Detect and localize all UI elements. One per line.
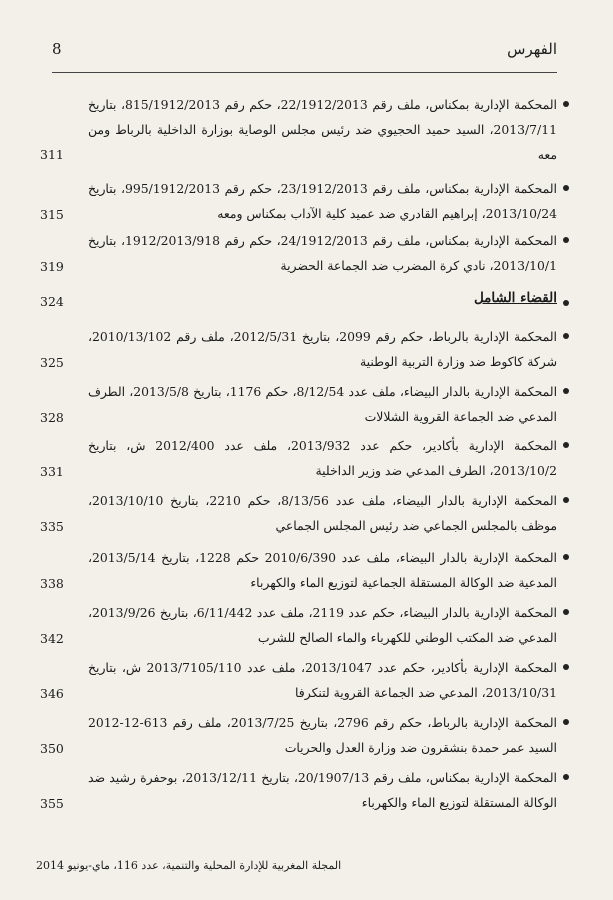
entry-page-number: 331 <box>40 464 64 479</box>
page-header <box>0 40 613 62</box>
page-footer: المجلة المغربية للإدارة المحلية والتنمية، عدد 116، ماي-يونيو 2014 <box>36 859 342 872</box>
entry-page-number: 338 <box>40 576 64 591</box>
entry-text: المحكمة الإدارية بأكادير، حكم عدد 2013/1047، ملف عدد 2013/7105/110 ش، بتاريخ 2013/10/31، المدعي ضد الجماعة القروية لتنكرفا <box>88 660 557 700</box>
entry-text: المحكمة الإدارية بمكناس، ملف رقم 23/1912/2013، حكم رقم 995/1912/2013، بتاريخ 2013/10/24، إبراهيم القادري ضد عميد كلية الآداب بمكناس ومعه <box>88 181 557 221</box>
bullet-icon <box>563 300 569 306</box>
entry-text: المحكمة الإدارية بالدار البيضاء، حكم عدد 2119، ملف عدد 6/11/442، بتاريخ 2013/9/26، المدعي ضد المكتب الوطني للكهرباء والماء الصالح للشرب <box>88 605 558 645</box>
entry-page-number: 355 <box>40 796 64 811</box>
entry-page-number: 328 <box>40 410 64 425</box>
entry-text: المحكمة الإدارية بمكناس، ملف رقم 22/1912/2013، حكم رقم 815/1912/2013، بتاريخ 2013/7/11، السيد حميد الحجيوي ضد رئيس مجلس الوصاية بوزارة الداخلية بالرباط ومن معه <box>88 97 557 162</box>
entry-text: المحكمة الإدارية بأكادير، حكم عدد 2013/932، ملف عدد 2012/400 ش، بتاريخ 2013/10/2، الطرف المدعي ضد وزير الداخلية <box>88 438 557 478</box>
entry-page-number: 335 <box>40 519 64 534</box>
section-page-number: 324 <box>40 294 64 309</box>
page-number: 8 <box>52 40 62 58</box>
section-heading <box>40 290 569 316</box>
entry-page-number: 315 <box>40 207 64 222</box>
entry-page-number: 319 <box>40 259 64 274</box>
entry-text: المحكمة الإدارية بمكناس، ملف رقم 24/1912/2013، حكم رقم 1912/2013/918، بتاريخ 2013/10/1، نادي كرة المضرب ضد الجماعة الحضرية <box>88 233 557 273</box>
entry-page-number: 342 <box>40 631 64 646</box>
index-content <box>0 92 613 840</box>
section-title: الفهرس <box>507 40 557 58</box>
entry-text: المحكمة الإدارية بالدار البيضاء، ملف عدد 8/12/54، حكم 1176، بتاريخ 2013/5/8، الطرف المدعي ضد الجماعة القروية الشلالات <box>88 384 558 424</box>
entry-text: المحكمة الإدارية بالدار البيضاء، ملف عدد 2010/6/390 حكم 1228، بتاريخ 2013/5/14، المدعية ضد الوكالة المستقلة الجماعية لتوزيع الماء والكهرباء <box>88 550 557 590</box>
entry-page-number: 325 <box>40 355 64 370</box>
entry-text: المحكمة الإدارية بالرباط، حكم رقم 2796، بتاريخ 2013/7/25، ملف رقم 613-12-2012 السيد عمر حمدة بنشقرون ضد وزارة العدل والحريات <box>88 715 557 755</box>
entry-page-number: 346 <box>40 686 64 701</box>
entry-page-number: 311 <box>40 147 64 162</box>
section-heading-text: القضاء الشامل <box>473 290 557 306</box>
entry-text: المحكمة الإدارية بالرباط، حكم رقم 2099، بتاريخ 2012/5/31، ملف رقم 2010/13/102، شركة كاكوط ضد وزارة التربية الوطنية <box>88 329 557 369</box>
entry-page-number: 350 <box>40 741 64 756</box>
entry-text: المحكمة الإدارية بالدار البيضاء، ملف عدد 8/13/56، حكم 2210، بتاريخ 2013/10/10، موظف بالمجلس الجماعي ضد رئيس المجلس الجماعي <box>88 493 558 533</box>
entry-text: المحكمة الإدارية بمكناس، ملف رقم 20/1907/13، بتاريخ 2013/12/11، بوحفرة رشيد ضد الوكالة المستقلة لتوزيع الماء والكهرباء <box>88 770 557 810</box>
header-rule <box>52 72 557 73</box>
